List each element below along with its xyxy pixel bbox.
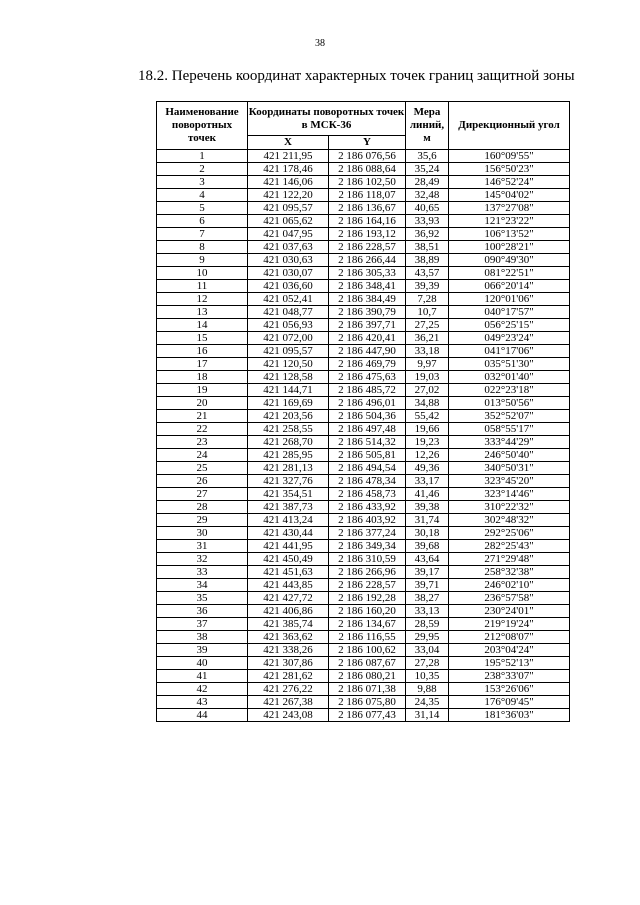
table-row [157, 358, 570, 371]
cell-angle: 352°52'07" [449, 410, 570, 423]
cell-angle: 121°23'22" [449, 215, 570, 228]
cell-distance: 33,93 [406, 215, 449, 228]
cell-distance: 32,48 [406, 189, 449, 202]
cell-angle: 333°44'29" [449, 436, 570, 449]
cell-point-number: 24 [157, 449, 248, 462]
cell-angle: 340°50'31" [449, 462, 570, 475]
cell-angle: 081°22'51" [449, 267, 570, 280]
cell-x: 421 268,70 [248, 436, 329, 449]
cell-distance: 38,89 [406, 254, 449, 267]
cell-y: 2 186 228,57 [329, 579, 406, 592]
cell-angle: 203°04'24" [449, 644, 570, 657]
cell-angle: 106°13'52" [449, 228, 570, 241]
cell-point-number: 21 [157, 410, 248, 423]
cell-point-number: 4 [157, 189, 248, 202]
cell-angle: 292°25'06" [449, 527, 570, 540]
cell-x: 421 443,85 [248, 579, 329, 592]
cell-y: 2 186 136,67 [329, 202, 406, 215]
section-heading: 18.2. Перечень координат характерных точек границ защитной зоны [138, 68, 575, 84]
cell-x: 421 427,72 [248, 592, 329, 605]
cell-distance: 12,26 [406, 449, 449, 462]
cell-distance: 30,18 [406, 527, 449, 540]
cell-y: 2 186 377,24 [329, 527, 406, 540]
table-row [157, 319, 570, 332]
cell-x: 421 276,22 [248, 683, 329, 696]
cell-y: 2 186 075,80 [329, 696, 406, 709]
cell-point-number: 12 [157, 293, 248, 306]
cell-point-number: 34 [157, 579, 248, 592]
header-distance: Мера линий, м [406, 102, 449, 150]
cell-y: 2 186 266,96 [329, 566, 406, 579]
cell-angle: 153°26'06" [449, 683, 570, 696]
table-row [157, 553, 570, 566]
cell-distance: 43,57 [406, 267, 449, 280]
cell-angle: 090°49'30" [449, 254, 570, 267]
cell-distance: 27,25 [406, 319, 449, 332]
cell-y: 2 186 076,56 [329, 150, 406, 163]
header-point-name: Наименование поворотных точек [157, 102, 248, 150]
cell-angle: 282°25'43" [449, 540, 570, 553]
cell-x: 421 037,63 [248, 241, 329, 254]
cell-distance: 31,74 [406, 514, 449, 527]
table-row [157, 293, 570, 306]
cell-angle: 156°50'23" [449, 163, 570, 176]
cell-angle: 302°48'32" [449, 514, 570, 527]
cell-y: 2 186 087,67 [329, 657, 406, 670]
table-row [157, 670, 570, 683]
table-row [157, 436, 570, 449]
cell-x: 421 285,95 [248, 449, 329, 462]
table-row [157, 657, 570, 670]
cell-angle: 176°09'45" [449, 696, 570, 709]
cell-y: 2 186 420,41 [329, 332, 406, 345]
table-row [157, 384, 570, 397]
cell-distance: 33,13 [406, 605, 449, 618]
cell-angle: 236°57'58" [449, 592, 570, 605]
cell-distance: 19,23 [406, 436, 449, 449]
table-row [157, 397, 570, 410]
cell-distance: 7,28 [406, 293, 449, 306]
cell-angle: 238°33'07" [449, 670, 570, 683]
header-direction-angle: Дирекционный угол [449, 102, 570, 150]
cell-x: 421 211,95 [248, 150, 329, 163]
cell-distance: 55,42 [406, 410, 449, 423]
table-row [157, 241, 570, 254]
header-x: X [248, 136, 329, 150]
cell-angle: 258°32'38" [449, 566, 570, 579]
cell-angle: 146°52'24" [449, 176, 570, 189]
cell-x: 421 258,55 [248, 423, 329, 436]
cell-point-number: 14 [157, 319, 248, 332]
cell-angle: 271°29'48" [449, 553, 570, 566]
cell-point-number: 3 [157, 176, 248, 189]
cell-point-number: 37 [157, 618, 248, 631]
table-row [157, 254, 570, 267]
cell-y: 2 186 193,12 [329, 228, 406, 241]
cell-angle: 013°50'56" [449, 397, 570, 410]
cell-angle: 041°17'06" [449, 345, 570, 358]
cell-x: 421 281,13 [248, 462, 329, 475]
cell-angle: 219°19'24" [449, 618, 570, 631]
cell-point-number: 41 [157, 670, 248, 683]
cell-x: 421 363,62 [248, 631, 329, 644]
cell-distance: 38,51 [406, 241, 449, 254]
cell-distance: 39,39 [406, 280, 449, 293]
cell-distance: 27,28 [406, 657, 449, 670]
cell-point-number: 20 [157, 397, 248, 410]
table-row [157, 488, 570, 501]
cell-point-number: 32 [157, 553, 248, 566]
table-row [157, 462, 570, 475]
cell-distance: 34,88 [406, 397, 449, 410]
cell-angle: 195°52'13" [449, 657, 570, 670]
table-row [157, 644, 570, 657]
cell-angle: 137°27'08" [449, 202, 570, 215]
cell-x: 421 144,71 [248, 384, 329, 397]
cell-y: 2 186 118,07 [329, 189, 406, 202]
cell-angle: 323°14'46" [449, 488, 570, 501]
table-row [157, 540, 570, 553]
cell-distance: 35,6 [406, 150, 449, 163]
cell-point-number: 11 [157, 280, 248, 293]
cell-y: 2 186 228,57 [329, 241, 406, 254]
cell-point-number: 8 [157, 241, 248, 254]
cell-point-number: 22 [157, 423, 248, 436]
cell-angle: 212°08'07" [449, 631, 570, 644]
cell-x: 421 354,51 [248, 488, 329, 501]
table-row [157, 332, 570, 345]
table-row [157, 228, 570, 241]
cell-angle: 120°01'06" [449, 293, 570, 306]
page-number: 38 [315, 38, 325, 49]
cell-distance: 19,03 [406, 371, 449, 384]
cell-point-number: 38 [157, 631, 248, 644]
cell-x: 421 450,49 [248, 553, 329, 566]
cell-point-number: 9 [157, 254, 248, 267]
cell-y: 2 186 349,34 [329, 540, 406, 553]
cell-y: 2 186 403,92 [329, 514, 406, 527]
cell-x: 421 387,73 [248, 501, 329, 514]
cell-x: 421 065,62 [248, 215, 329, 228]
table-row [157, 280, 570, 293]
table-row [157, 514, 570, 527]
cell-x: 421 169,69 [248, 397, 329, 410]
table-row [157, 410, 570, 423]
cell-distance: 9,88 [406, 683, 449, 696]
cell-x: 421 095,57 [248, 202, 329, 215]
table-row [157, 202, 570, 215]
table-row [157, 449, 570, 462]
cell-y: 2 186 478,34 [329, 475, 406, 488]
cell-angle: 310°22'32" [449, 501, 570, 514]
cell-point-number: 27 [157, 488, 248, 501]
cell-y: 2 186 266,44 [329, 254, 406, 267]
cell-y: 2 186 458,73 [329, 488, 406, 501]
cell-y: 2 186 348,41 [329, 280, 406, 293]
cell-x: 421 385,74 [248, 618, 329, 631]
cell-point-number: 5 [157, 202, 248, 215]
cell-x: 421 406,86 [248, 605, 329, 618]
cell-point-number: 10 [157, 267, 248, 280]
cell-distance: 43,64 [406, 553, 449, 566]
cell-angle: 066°20'14" [449, 280, 570, 293]
cell-angle: 056°25'15" [449, 319, 570, 332]
cell-angle: 040°17'57" [449, 306, 570, 319]
cell-distance: 33,17 [406, 475, 449, 488]
table-row [157, 631, 570, 644]
table-row [157, 696, 570, 709]
cell-point-number: 39 [157, 644, 248, 657]
cell-point-number: 19 [157, 384, 248, 397]
coordinates-table [156, 101, 570, 722]
cell-y: 2 186 504,36 [329, 410, 406, 423]
cell-distance: 27,02 [406, 384, 449, 397]
cell-x: 421 178,46 [248, 163, 329, 176]
cell-distance: 39,71 [406, 579, 449, 592]
cell-y: 2 186 433,92 [329, 501, 406, 514]
cell-point-number: 43 [157, 696, 248, 709]
cell-x: 421 030,63 [248, 254, 329, 267]
table-row [157, 527, 570, 540]
cell-point-number: 13 [157, 306, 248, 319]
cell-y: 2 186 384,49 [329, 293, 406, 306]
cell-x: 421 120,50 [248, 358, 329, 371]
cell-distance: 19,66 [406, 423, 449, 436]
cell-y: 2 186 164,16 [329, 215, 406, 228]
cell-point-number: 29 [157, 514, 248, 527]
cell-angle: 049°23'24" [449, 332, 570, 345]
cell-x: 421 338,26 [248, 644, 329, 657]
cell-x: 421 307,86 [248, 657, 329, 670]
table-row [157, 176, 570, 189]
cell-y: 2 186 071,38 [329, 683, 406, 696]
cell-y: 2 186 447,90 [329, 345, 406, 358]
cell-y: 2 186 494,54 [329, 462, 406, 475]
cell-y: 2 186 192,28 [329, 592, 406, 605]
cell-distance: 41,46 [406, 488, 449, 501]
cell-distance: 36,92 [406, 228, 449, 241]
cell-point-number: 36 [157, 605, 248, 618]
cell-point-number: 35 [157, 592, 248, 605]
cell-x: 421 203,56 [248, 410, 329, 423]
cell-x: 421 047,95 [248, 228, 329, 241]
cell-y: 2 186 310,59 [329, 553, 406, 566]
cell-y: 2 186 497,48 [329, 423, 406, 436]
table-row [157, 618, 570, 631]
cell-y: 2 186 485,72 [329, 384, 406, 397]
cell-x: 421 267,38 [248, 696, 329, 709]
cell-y: 2 186 100,62 [329, 644, 406, 657]
cell-distance: 28,59 [406, 618, 449, 631]
table-row [157, 579, 570, 592]
header-y: Y [329, 136, 406, 150]
table-row [157, 423, 570, 436]
cell-point-number: 18 [157, 371, 248, 384]
cell-x: 421 095,57 [248, 345, 329, 358]
header-coordinates: Координаты поворотных точек в МСК-36 [248, 102, 406, 136]
cell-x: 421 052,41 [248, 293, 329, 306]
cell-distance: 33,18 [406, 345, 449, 358]
cell-y: 2 186 514,32 [329, 436, 406, 449]
cell-point-number: 16 [157, 345, 248, 358]
cell-y: 2 186 397,71 [329, 319, 406, 332]
table-row [157, 475, 570, 488]
table-row [157, 306, 570, 319]
table-row [157, 345, 570, 358]
table-body [157, 150, 570, 722]
cell-point-number: 25 [157, 462, 248, 475]
table-row [157, 215, 570, 228]
cell-x: 421 413,24 [248, 514, 329, 527]
cell-point-number: 1 [157, 150, 248, 163]
cell-x: 421 243,08 [248, 709, 329, 722]
cell-angle: 160°09'55" [449, 150, 570, 163]
cell-y: 2 186 469,79 [329, 358, 406, 371]
cell-y: 2 186 505,81 [329, 449, 406, 462]
cell-y: 2 186 496,01 [329, 397, 406, 410]
table-row [157, 592, 570, 605]
cell-angle: 230°24'01" [449, 605, 570, 618]
cell-x: 421 430,44 [248, 527, 329, 540]
cell-y: 2 186 077,43 [329, 709, 406, 722]
cell-y: 2 186 102,50 [329, 176, 406, 189]
table-row [157, 267, 570, 280]
cell-angle: 246°02'10" [449, 579, 570, 592]
cell-y: 2 186 080,21 [329, 670, 406, 683]
cell-angle: 058°55'17" [449, 423, 570, 436]
cell-distance: 24,35 [406, 696, 449, 709]
cell-point-number: 42 [157, 683, 248, 696]
cell-angle: 323°45'20" [449, 475, 570, 488]
cell-y: 2 186 134,67 [329, 618, 406, 631]
cell-distance: 40,65 [406, 202, 449, 215]
cell-distance: 9,97 [406, 358, 449, 371]
cell-point-number: 17 [157, 358, 248, 371]
cell-point-number: 40 [157, 657, 248, 670]
cell-point-number: 26 [157, 475, 248, 488]
cell-distance: 10,7 [406, 306, 449, 319]
cell-distance: 10,35 [406, 670, 449, 683]
table-row [157, 371, 570, 384]
cell-x: 421 327,76 [248, 475, 329, 488]
cell-angle: 022°23'18" [449, 384, 570, 397]
cell-x: 421 451,63 [248, 566, 329, 579]
cell-x: 421 056,93 [248, 319, 329, 332]
cell-distance: 39,17 [406, 566, 449, 579]
table-row [157, 189, 570, 202]
cell-angle: 246°50'40" [449, 449, 570, 462]
table-row [157, 683, 570, 696]
table-row [157, 566, 570, 579]
cell-point-number: 15 [157, 332, 248, 345]
cell-distance: 49,36 [406, 462, 449, 475]
table-row [157, 709, 570, 722]
cell-x: 421 122,20 [248, 189, 329, 202]
cell-y: 2 186 088,64 [329, 163, 406, 176]
cell-distance: 35,24 [406, 163, 449, 176]
cell-y: 2 186 116,55 [329, 631, 406, 644]
cell-point-number: 2 [157, 163, 248, 176]
cell-distance: 31,14 [406, 709, 449, 722]
cell-point-number: 30 [157, 527, 248, 540]
cell-point-number: 23 [157, 436, 248, 449]
cell-angle: 145°04'02" [449, 189, 570, 202]
table-row [157, 605, 570, 618]
cell-distance: 39,38 [406, 501, 449, 514]
cell-x: 421 036,60 [248, 280, 329, 293]
cell-point-number: 28 [157, 501, 248, 514]
cell-distance: 36,21 [406, 332, 449, 345]
cell-point-number: 6 [157, 215, 248, 228]
cell-angle: 100°28'21" [449, 241, 570, 254]
cell-x: 421 048,77 [248, 306, 329, 319]
cell-point-number: 31 [157, 540, 248, 553]
cell-x: 421 281,62 [248, 670, 329, 683]
cell-x: 421 146,06 [248, 176, 329, 189]
cell-point-number: 44 [157, 709, 248, 722]
cell-x: 421 441,95 [248, 540, 329, 553]
cell-y: 2 186 475,63 [329, 371, 406, 384]
cell-x: 421 030,07 [248, 267, 329, 280]
cell-point-number: 33 [157, 566, 248, 579]
cell-x: 421 072,00 [248, 332, 329, 345]
cell-distance: 38,27 [406, 592, 449, 605]
table-row [157, 501, 570, 514]
cell-x: 421 128,58 [248, 371, 329, 384]
cell-distance: 29,95 [406, 631, 449, 644]
cell-distance: 39,68 [406, 540, 449, 553]
cell-y: 2 186 390,79 [329, 306, 406, 319]
cell-y: 2 186 305,33 [329, 267, 406, 280]
cell-point-number: 7 [157, 228, 248, 241]
cell-angle: 032°01'40" [449, 371, 570, 384]
cell-angle: 035°51'30" [449, 358, 570, 371]
cell-angle: 181°36'03" [449, 709, 570, 722]
table-row [157, 163, 570, 176]
cell-y: 2 186 160,20 [329, 605, 406, 618]
cell-distance: 33,04 [406, 644, 449, 657]
cell-distance: 28,49 [406, 176, 449, 189]
table-row [157, 150, 570, 163]
